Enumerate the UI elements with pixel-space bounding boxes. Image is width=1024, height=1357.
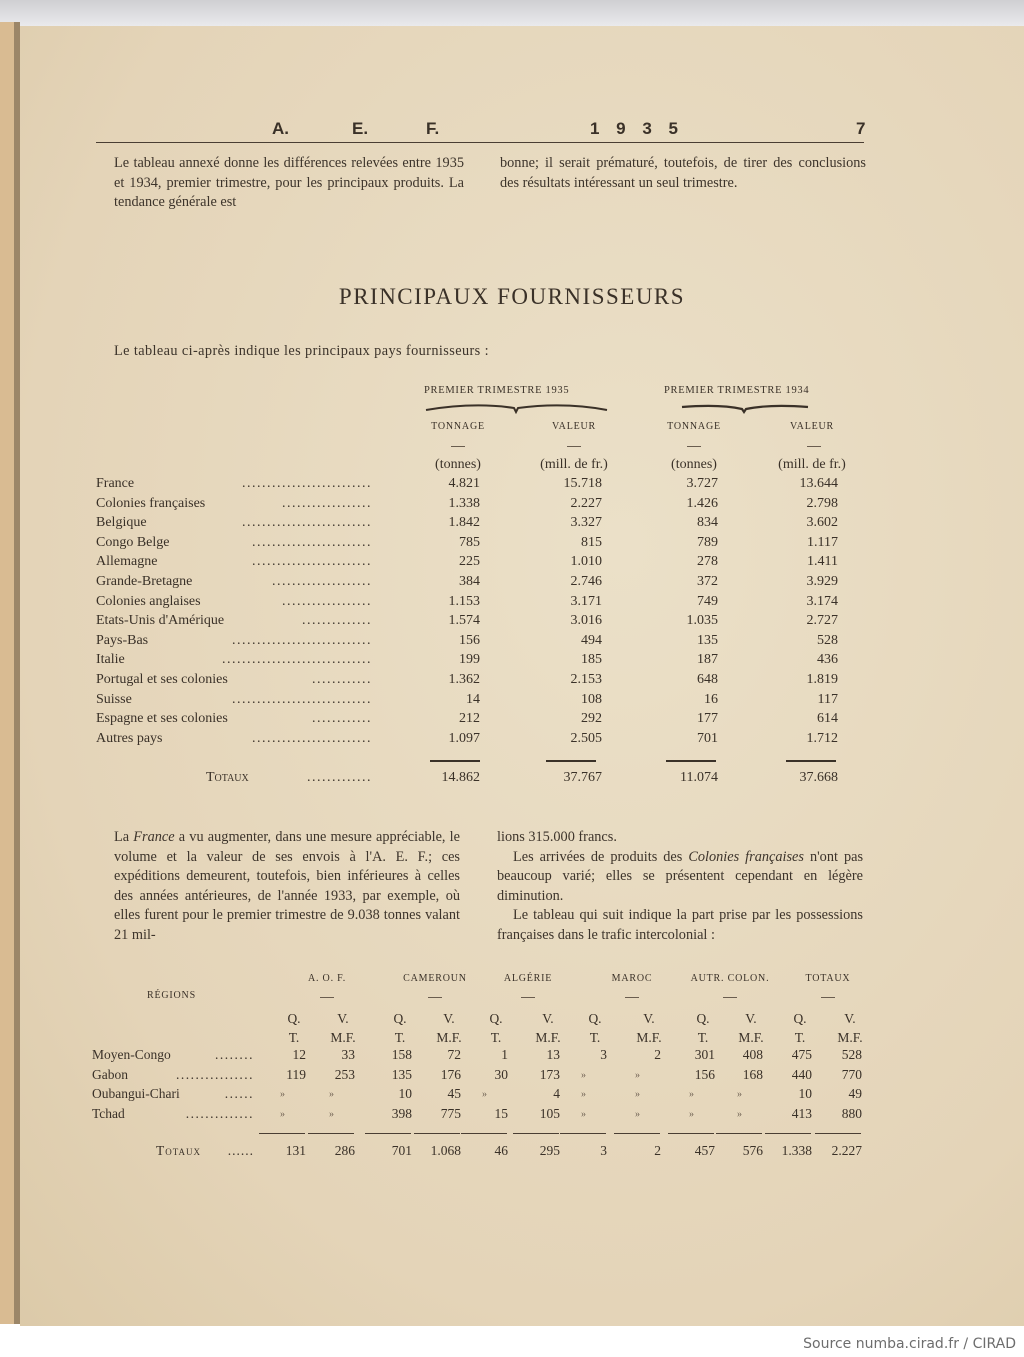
total-rule: [430, 760, 480, 762]
cell-value: 2: [654, 1047, 661, 1062]
total-rule: [668, 1133, 714, 1134]
cell-value: 185: [581, 652, 602, 668]
cell-value: 2.227: [570, 495, 602, 511]
total-rule: [513, 1133, 559, 1134]
cell-value: 1.097: [448, 730, 480, 746]
total-rule: [259, 1133, 305, 1134]
cell-value: 1.426: [686, 495, 718, 511]
table-row: [92, 1067, 872, 1086]
cell-value: 770: [841, 1066, 862, 1082]
cell-value: 10: [798, 1086, 812, 1101]
section-title: PRINCIPAUX FOURNISSEURS: [338, 284, 686, 309]
cell-value: 4.821: [448, 476, 480, 491]
row-label: Pays-Bas: [96, 632, 149, 648]
leader-dots: ......: [227, 1143, 254, 1158]
leader-dots: ........................: [252, 554, 372, 570]
leader-dots: ..................: [282, 495, 372, 511]
col-header-valeur-1935: VALEUR: [551, 421, 597, 432]
text: n'ont pas beaucoup varié; elles se présentent cependant en légère diminution.: [497, 848, 864, 904]
sub-header-bottom: M.F.: [636, 1030, 662, 1045]
total-rule: [560, 1133, 606, 1134]
cell-value: 12: [292, 1047, 306, 1062]
cell-value: 749: [697, 593, 718, 609]
row-label: Congo Belge: [96, 534, 170, 550]
cell-value: 475: [791, 1047, 812, 1062]
sub-header-top: V.: [542, 1011, 554, 1026]
cell-value: 528: [841, 1047, 862, 1062]
cell-value: 156: [694, 1066, 715, 1082]
running-head: [96, 116, 864, 143]
sub-header-top: Q.: [588, 1011, 602, 1026]
body-col2-line1: lions 315.000 francs.: [497, 829, 617, 845]
table-row: [96, 692, 866, 712]
cell-value: 2.798: [806, 495, 838, 511]
ditto-mark: »: [635, 1108, 640, 1120]
group-header: A. O. F.: [307, 973, 347, 984]
ditto-mark: »: [635, 1069, 640, 1081]
body-col2-para2: [497, 848, 863, 907]
total-value: 457: [694, 1143, 715, 1158]
cell-value: 775: [440, 1105, 461, 1121]
cell-value: 614: [817, 711, 838, 727]
sub-header-top: V.: [443, 1011, 455, 1026]
total-rule: [786, 760, 836, 762]
running-head-a: A.: [272, 119, 289, 138]
cell-value: 2.153: [570, 672, 602, 687]
ditto-mark: »: [280, 1089, 285, 1100]
cell-value: 173: [539, 1066, 560, 1082]
cell-value: 3.327: [570, 515, 602, 531]
cell-value: 135: [391, 1066, 412, 1082]
cell-value: 253: [334, 1066, 355, 1082]
sub-header-top: Q.: [793, 1011, 807, 1026]
total-rule: [365, 1133, 411, 1134]
cell-value: 1.712: [806, 730, 838, 746]
row-label: Autres pays: [96, 730, 163, 746]
leader-dots: ..........................: [242, 515, 372, 531]
sub-header-bottom: M.F.: [837, 1030, 863, 1045]
sub-header-bottom: M.F.: [738, 1030, 764, 1045]
sub-header-bottom: T.: [697, 1030, 709, 1045]
total-rule: [414, 1133, 460, 1134]
facing-page-edge: [0, 22, 14, 1324]
group-header: CAMEROUN: [403, 973, 467, 984]
col-header-tonnage-1935: TONNAGE: [431, 421, 485, 432]
leader-dots: ..................: [282, 593, 372, 609]
col-header-valeur-1934: VALEUR: [789, 421, 835, 432]
leader-dots: ......: [224, 1086, 254, 1101]
cell-value: 815: [581, 534, 602, 550]
sub-header-bottom: M.F.: [330, 1030, 356, 1045]
leader-dots: ..............: [185, 1105, 254, 1121]
cell-value: 3.602: [806, 515, 838, 531]
leader-dots: ............: [312, 711, 372, 727]
cell-value: 72: [447, 1047, 461, 1062]
cell-value: 14: [466, 691, 480, 707]
total-value: 286: [334, 1143, 355, 1158]
table-row: [96, 554, 866, 574]
total-rule: [716, 1133, 762, 1134]
group-dash: [821, 997, 835, 998]
row-label: Suisse: [96, 691, 132, 707]
table-row: [96, 731, 866, 751]
total-rule: [308, 1133, 354, 1134]
cell-value: 10: [398, 1086, 412, 1101]
cell-value: 3: [600, 1047, 607, 1062]
cell-value: 1.153: [448, 593, 480, 609]
row-label: Colonies anglaises: [96, 593, 201, 609]
ditto-mark: »: [689, 1089, 694, 1100]
cell-value: 4: [553, 1086, 560, 1101]
table-row: [96, 633, 866, 653]
unit-mill-fr-1935: (mill. de fr.): [540, 457, 608, 472]
italic-colonies: Colonies françaises: [688, 848, 804, 865]
scan-background-top: [0, 0, 1024, 28]
ditto-mark: »: [581, 1089, 586, 1100]
row-label: Allemagne: [96, 554, 158, 570]
leader-dots: .............: [307, 770, 372, 785]
ditto-mark: »: [482, 1089, 487, 1100]
table-row: [92, 1106, 872, 1125]
group-dash: [428, 997, 442, 998]
ditto-mark: »: [329, 1108, 334, 1120]
cell-value: 292: [581, 711, 602, 727]
cell-value: 15: [494, 1105, 508, 1121]
group-dash: [320, 997, 334, 998]
leader-dots: ............................: [232, 691, 372, 707]
cell-value: 436: [817, 652, 838, 668]
group-dash: [625, 997, 639, 998]
sub-header-bottom: M.F.: [436, 1030, 462, 1045]
total-value: 295: [539, 1143, 560, 1158]
leader-dots: ..............................: [222, 652, 372, 668]
sub-header-top: Q.: [393, 1011, 407, 1026]
row-label: Gabon: [92, 1066, 128, 1082]
cell-value: 408: [742, 1047, 763, 1062]
total-rule: [546, 760, 596, 762]
col-dash: [807, 446, 821, 447]
sub-header-bottom: T.: [490, 1030, 502, 1045]
ditto-mark: »: [737, 1108, 742, 1120]
table-row: [96, 535, 866, 555]
table-row: [96, 594, 866, 614]
section-intro: Le tableau ci-après indique les principaux pays fournisseurs :: [114, 343, 489, 359]
cell-value: 1.117: [807, 534, 838, 550]
leader-dots: ........................: [252, 730, 372, 746]
running-head-year: 1 9 3 5: [590, 119, 684, 138]
ditto-mark: »: [689, 1108, 694, 1120]
cell-value: 16: [704, 691, 718, 707]
cell-value: 105: [539, 1105, 560, 1121]
leader-dots: ..............: [302, 613, 372, 629]
cell-value: 3.174: [806, 593, 838, 609]
row-label: Belgique: [96, 515, 147, 531]
sub-header-bottom: T.: [288, 1030, 300, 1045]
cell-value: 1.411: [807, 554, 838, 570]
cell-value: 701: [697, 730, 718, 746]
ditto-mark: »: [581, 1108, 586, 1120]
sub-header-top: V.: [844, 1011, 856, 1026]
cell-value: 33: [341, 1047, 355, 1062]
cell-value: 2.746: [570, 574, 602, 589]
leader-dots: ............: [312, 672, 372, 687]
cell-value: 834: [697, 515, 718, 531]
total-value: 1.338: [781, 1143, 812, 1158]
table1-group-1935: PREMIER TRIMESTRE 1935: [424, 385, 570, 396]
body-paragraph-col1: [114, 828, 460, 946]
cell-value: 156: [459, 632, 480, 648]
table1-group-1934: PREMIER TRIMESTRE 1934: [664, 385, 810, 396]
brace-1934: [680, 400, 810, 414]
row-label: Moyen-Congo: [92, 1047, 171, 1062]
col-header-tonnage-1934: TONNAGE: [667, 421, 721, 432]
table-row: [96, 613, 866, 633]
totals-row: [96, 770, 866, 790]
cell-value: 1.338: [448, 495, 480, 511]
total-value: 131: [285, 1143, 306, 1158]
total-value: 2.227: [831, 1143, 862, 1158]
total-rule: [461, 1133, 507, 1134]
leader-dots: ....................: [272, 574, 372, 589]
leader-dots: ........: [215, 1047, 254, 1062]
cell-value: 177: [697, 711, 718, 727]
col-dash: [567, 446, 581, 447]
cell-value: 13: [546, 1047, 560, 1062]
text: a vu augmenter, dans une mesure appréciable, le volume et la valeur de ses envois à l'A. E. F.; ces expéditions demeurent, toutefois, bien inférieures à celles des années antérieures, de l'année 1933, par exemple, où elles furent pour le premier trimestre de 9.038 tonnes valant 21 mil-: [114, 829, 461, 943]
cell-value: 1: [501, 1047, 508, 1062]
table-row: [96, 652, 866, 672]
cell-value: 135: [697, 632, 718, 648]
total-value: 701: [391, 1143, 412, 1158]
group-header: AUTR. COLON.: [690, 973, 770, 984]
leader-dots: ................: [176, 1066, 254, 1082]
group-dash: [521, 997, 535, 998]
sub-header-bottom: M.F.: [535, 1030, 561, 1045]
source-credit: Source numba.cirad.fr / CIRAD: [803, 1336, 1016, 1352]
cell-value: 212: [459, 711, 480, 727]
sub-header-top: Q.: [696, 1011, 710, 1026]
cell-value: 119: [286, 1066, 306, 1082]
totals-row: [92, 1143, 872, 1162]
intro-paragraph-col1: Le tableau annexé donne les différences relevées entre 1935 et 1934, premier trimestre, pour les principaux produits. La tendance générale est: [114, 155, 464, 211]
page-number: 7: [856, 119, 866, 138]
unit-mill-fr-1934: (mill. de fr.): [778, 457, 846, 472]
row-label: Tchad: [92, 1105, 125, 1121]
sub-header-bottom: T.: [589, 1030, 601, 1045]
cell-value: 1.819: [806, 672, 838, 687]
totals-label: Totaux: [156, 1143, 202, 1158]
body-paragraph-col2: [497, 828, 863, 946]
table-row: [92, 1086, 872, 1105]
body-col2-para3: Le tableau qui suit indique la part prise par les possessions françaises dans le trafic intercolonial :: [497, 907, 863, 943]
ditto-mark: »: [737, 1089, 742, 1100]
cell-value: 15.718: [563, 476, 602, 491]
group-header: ALGÉRIE: [503, 973, 553, 984]
cell-value: 398: [391, 1105, 412, 1121]
ditto-mark: »: [635, 1089, 640, 1100]
cell-value: 187: [697, 652, 718, 668]
table-row: [96, 574, 866, 594]
ditto-mark: »: [329, 1089, 334, 1100]
row-label: Oubangui-Chari: [92, 1086, 180, 1101]
running-head-e: E.: [352, 119, 369, 138]
sub-header-bottom: T.: [794, 1030, 806, 1045]
totals-label: Totaux: [206, 770, 249, 785]
col-dash: [451, 446, 465, 447]
total-value: 11.074: [680, 770, 718, 785]
leader-dots: ............................: [232, 632, 372, 648]
sub-header-top: Q.: [287, 1011, 301, 1026]
total-rule: [815, 1133, 861, 1134]
cell-value: 117: [817, 691, 838, 707]
sub-header-top: Q.: [489, 1011, 503, 1026]
table-row: [92, 1047, 872, 1066]
total-value: 1.068: [430, 1143, 461, 1158]
total-rule: [765, 1133, 811, 1134]
sub-header-top: V.: [643, 1011, 655, 1026]
total-value: 37.767: [563, 770, 602, 785]
cell-value: 49: [848, 1086, 862, 1101]
cell-value: 301: [694, 1047, 715, 1062]
cell-value: 1.574: [448, 613, 480, 629]
total-value: 576: [742, 1143, 763, 1158]
text: Les arrivées de produits des: [513, 848, 689, 865]
cell-value: 413: [791, 1105, 812, 1121]
total-rule: [666, 760, 716, 762]
cell-value: 880: [841, 1105, 862, 1121]
row-label: Espagne et ses colonies: [96, 711, 228, 727]
cell-value: 168: [742, 1066, 763, 1082]
unit-tonnes-1934: (tonnes): [671, 457, 717, 472]
cell-value: 1.010: [570, 554, 602, 570]
cell-value: 1.842: [448, 515, 480, 531]
brace-1935: [424, 400, 609, 414]
cell-value: 648: [697, 672, 718, 687]
ditto-mark: »: [581, 1069, 586, 1081]
cell-value: 176: [440, 1066, 461, 1082]
cell-value: 494: [581, 632, 602, 648]
intro-paragraph-col2: bonne; il serait prématuré, toutefois, de tirer des conclusions des résultats intéressant un seul trimestre.: [500, 155, 866, 191]
cell-value: 199: [459, 652, 480, 668]
row-label: Portugal et ses colonies: [96, 672, 228, 687]
ditto-mark: »: [280, 1108, 285, 1120]
text: La: [114, 829, 134, 845]
cell-value: 3.727: [686, 476, 718, 491]
cell-value: 108: [581, 691, 602, 707]
cell-value: 45: [447, 1086, 461, 1101]
leader-dots: ..........................: [242, 476, 372, 491]
row-label: Colonies françaises: [96, 495, 206, 511]
cell-value: 785: [459, 534, 480, 550]
cell-value: 3.016: [570, 613, 602, 629]
cell-value: 158: [391, 1047, 412, 1062]
running-head-f: F.: [426, 119, 440, 138]
cell-value: 30: [494, 1066, 508, 1082]
cell-value: 1.035: [686, 613, 718, 629]
cell-value: 278: [697, 554, 718, 570]
table-row: [96, 515, 866, 535]
unit-tonnes-1935: (tonnes): [435, 457, 481, 472]
cell-value: 225: [459, 554, 480, 570]
cell-value: 2.505: [570, 730, 602, 746]
group-dash: [723, 997, 737, 998]
total-value: 46: [494, 1143, 508, 1158]
sub-header-bottom: T.: [394, 1030, 406, 1045]
table-row: [96, 711, 866, 731]
cell-value: 440: [791, 1066, 812, 1082]
cell-value: 2.727: [806, 613, 838, 629]
col-dash: [687, 446, 701, 447]
cell-value: 1.362: [448, 672, 480, 687]
row-label: France: [96, 476, 135, 491]
total-value: 2: [654, 1143, 661, 1158]
group-header: MAROC: [611, 973, 653, 984]
cell-value: 372: [697, 574, 718, 589]
table-row: [96, 496, 866, 516]
cell-value: 3.171: [570, 593, 602, 609]
total-rule: [614, 1133, 660, 1134]
cell-value: 528: [817, 632, 838, 648]
cell-value: 384: [459, 574, 480, 589]
italic-france: France: [133, 829, 175, 845]
cell-value: 3.929: [806, 574, 838, 589]
table-row: [96, 672, 866, 692]
sub-header-top: V.: [745, 1011, 757, 1026]
total-value: 3: [600, 1143, 607, 1158]
table-row: [96, 476, 866, 496]
cell-value: 789: [697, 534, 718, 550]
cell-value: 13.644: [799, 476, 838, 491]
row-label: Grande-Bretagne: [96, 574, 193, 589]
total-value: 14.862: [441, 770, 480, 785]
row-label: Italie: [96, 652, 125, 668]
group-header: TOTAUX: [805, 973, 851, 984]
regions-header: RÉGIONS: [147, 990, 196, 1001]
sub-header-top: V.: [337, 1011, 349, 1026]
row-label: Etats-Unis d'Amérique: [96, 613, 225, 629]
total-value: 37.668: [799, 770, 838, 785]
leader-dots: ........................: [252, 534, 372, 550]
